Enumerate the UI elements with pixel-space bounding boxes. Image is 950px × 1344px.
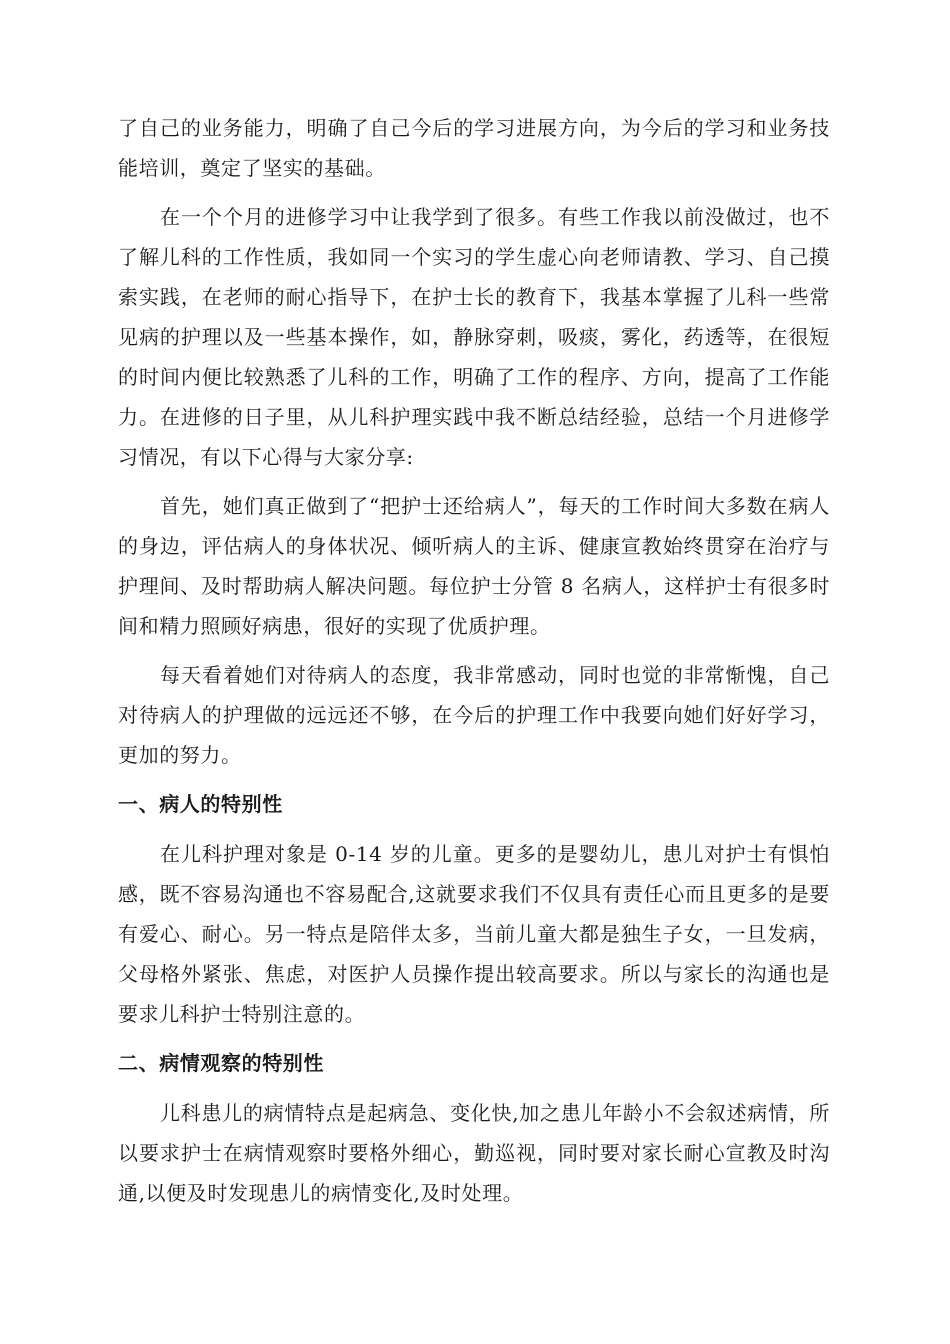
paragraph-observation: 儿科患儿的病情特点是起病急、变化快,加之患儿年龄小不会叙述病情，所以要求护士在病情观察时要格外细心，勤巡视，同时要对家长耐心宣教及时沟通,以便及时发现患儿的病情变化,及时处理。 xyxy=(118,1101,830,1205)
paragraph-continued: 了自己的业务能力，明确了自己今后的学习进展方向，为今后的学习和业务技能培训，奠定了坚实的基础。 xyxy=(118,116,830,180)
section-heading-observation: 二、病情观察的特别性 xyxy=(118,1051,324,1075)
paragraph-attitude: 每天看着她们对待病人的态度，我非常感动，同时也觉的非常惭愧，自己对待病人的护理做的远远还不够，在今后的护理工作中我要向她们好好学习，更加的努力。 xyxy=(118,663,830,767)
section-heading-patient: 一、病人的特别性 xyxy=(118,792,283,816)
paragraph-first-point: 首先，她们真正做到了“把护士还给病人”，每天的工作时间大多数在病人的身边，评估病人的身体状况、倾听病人的主诉、健康宣教始终贯穿在治疗与护理间、及时帮助病人解决问题。每位护士分管 8 名病人，这样护士有很多时间和精力照顾好病患，很好的实现了优质护理。 xyxy=(118,494,830,638)
paragraph-patient-characteristics: 在儿科护理对象是 0-14 岁的儿童。更多的是婴幼儿，患儿对护士有惧怕感，既不容易沟通也不容易配合,这就要求我们不仅具有责任心而且更多的是要有爱心、耐心。另一特点是陪伴太多，当前儿童大都是独生子女，一旦发病，父母格外紧张、焦虑，对医护人员操作提出较高要求。所以与家长的沟通也是要求儿科护士特别注意的。 xyxy=(118,842,830,1026)
paragraph-study-summary: 在一个个月的进修学习中让我学到了很多。有些工作我以前没做过，也不了解儿科的工作性质，我如同一个实习的学生虚心向老师请教、学习、自己摸索实践，在老师的耐心指导下，在护士长的教育下，我基本掌握了儿科一些常见病的护理以及一些基本操作，如，静脉穿刺，吸痰，雾化，药透等，在很短的时间内便比较熟悉了儿科的工作，明确了工作的程序、方向，提高了工作能力。在进修的日子里，从儿科护理实践中我不断总结经验，总结一个月进修学习情况，有以下心得与大家分享: xyxy=(118,205,830,469)
document-page xyxy=(118,108,830,1222)
